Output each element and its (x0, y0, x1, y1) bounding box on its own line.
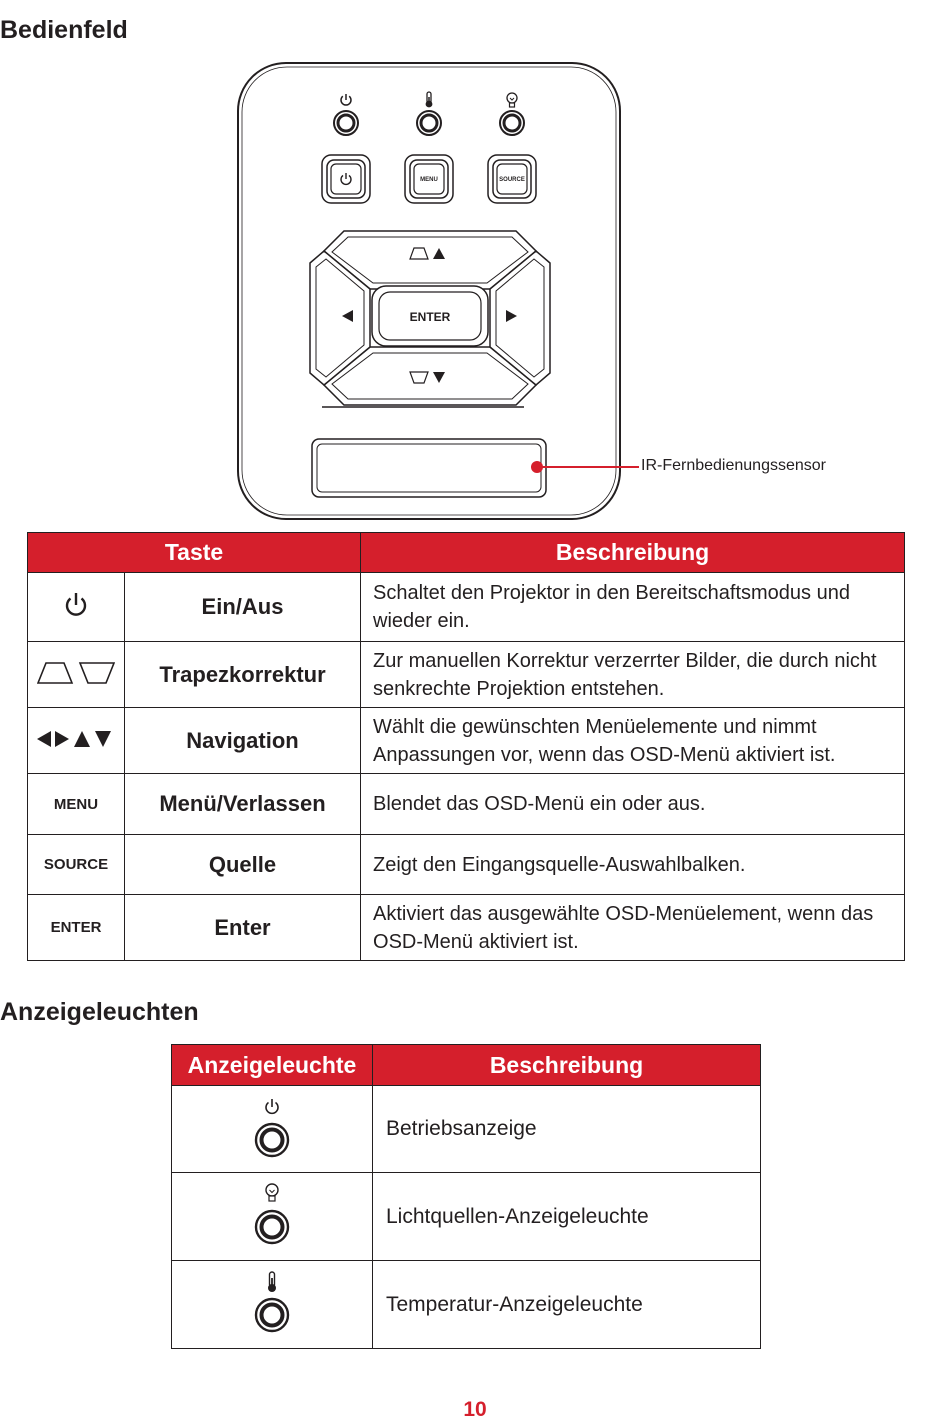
key-name: Enter (125, 895, 361, 961)
led-description: Temperatur-Anzeigeleuchte (373, 1261, 761, 1349)
power-icon (61, 590, 91, 620)
ir-sensor-window (312, 439, 546, 497)
table-row (28, 708, 905, 774)
menu-button-label: MENU (420, 177, 438, 183)
source-button-label: SOURCE (499, 177, 525, 183)
key-name: Ein/Aus (125, 573, 361, 642)
key-name: Quelle (125, 835, 361, 895)
keys-table (27, 532, 905, 961)
led-description: Lichtquellen-Anzeigeleuchte (373, 1173, 761, 1261)
section-title-indicator-lights: Anzeigeleuchten (0, 998, 199, 1026)
keystone-icon (37, 660, 115, 686)
ir-sensor-label: IR-Fernbedienungssensor (641, 457, 826, 474)
power-led-icon (252, 1095, 292, 1159)
indicator-lights-table (171, 1044, 761, 1349)
enter-button-label: ENTER (409, 310, 451, 324)
power-button[interactable] (322, 155, 370, 203)
key-description: Blendet das OSD-Menü ein oder aus. (361, 774, 905, 835)
table-row (28, 642, 905, 708)
menu-button[interactable] (405, 155, 453, 203)
table-row (172, 1173, 761, 1261)
key-description: Wählt die gewünschten Menüelemente und nimmt Anpassungen vor, wenn das OSD-Menü aktiviert ist. (361, 708, 905, 774)
key-name: Menü/Verlassen (125, 774, 361, 835)
section-title-control-panel: Bedienfeld (0, 16, 128, 44)
led-description: Betriebsanzeige (373, 1086, 761, 1173)
table-row (28, 835, 905, 895)
source-button[interactable] (488, 155, 536, 203)
control-panel-diagram (0, 55, 950, 525)
keys-header-key: Taste (28, 533, 361, 573)
key-description: Schaltet den Projektor in den Bereitschaftsmodus und wieder ein. (361, 573, 905, 642)
table-row (172, 1086, 761, 1173)
leds-header-led: Anzeigeleuchte (172, 1045, 373, 1086)
keys-header-description: Beschreibung (361, 533, 905, 573)
table-row (28, 573, 905, 642)
source-key-label: SOURCE (28, 835, 125, 895)
enter-button[interactable] (372, 286, 488, 346)
power-led (334, 111, 358, 135)
key-description: Zeigt den Eingangsquelle-Auswahlbalken. (361, 835, 905, 895)
arrows-icon (36, 729, 116, 749)
lamp-led-icon (252, 1182, 292, 1246)
key-description: Aktiviert das ausgewählte OSD-Menüelement, wenn das OSD-Menü aktiviert ist. (361, 895, 905, 961)
table-row (28, 895, 905, 961)
key-name: Trapezkorrektur (125, 642, 361, 708)
temperature-led (417, 111, 441, 135)
table-row (28, 774, 905, 835)
thermometer-icon (426, 92, 433, 107)
temperature-led-icon (252, 1270, 292, 1334)
menu-key-label: MENU (28, 774, 125, 835)
lamp-led (500, 111, 524, 135)
table-row (172, 1261, 761, 1349)
key-name: Navigation (125, 708, 361, 774)
leds-header-description: Beschreibung (373, 1045, 761, 1086)
key-description: Zur manuellen Korrektur verzerrter Bilder, die durch nicht senkrechte Projektion entstehen. (361, 642, 905, 708)
page-number: 10 (463, 1398, 487, 1421)
enter-key-label: ENTER (28, 895, 125, 961)
